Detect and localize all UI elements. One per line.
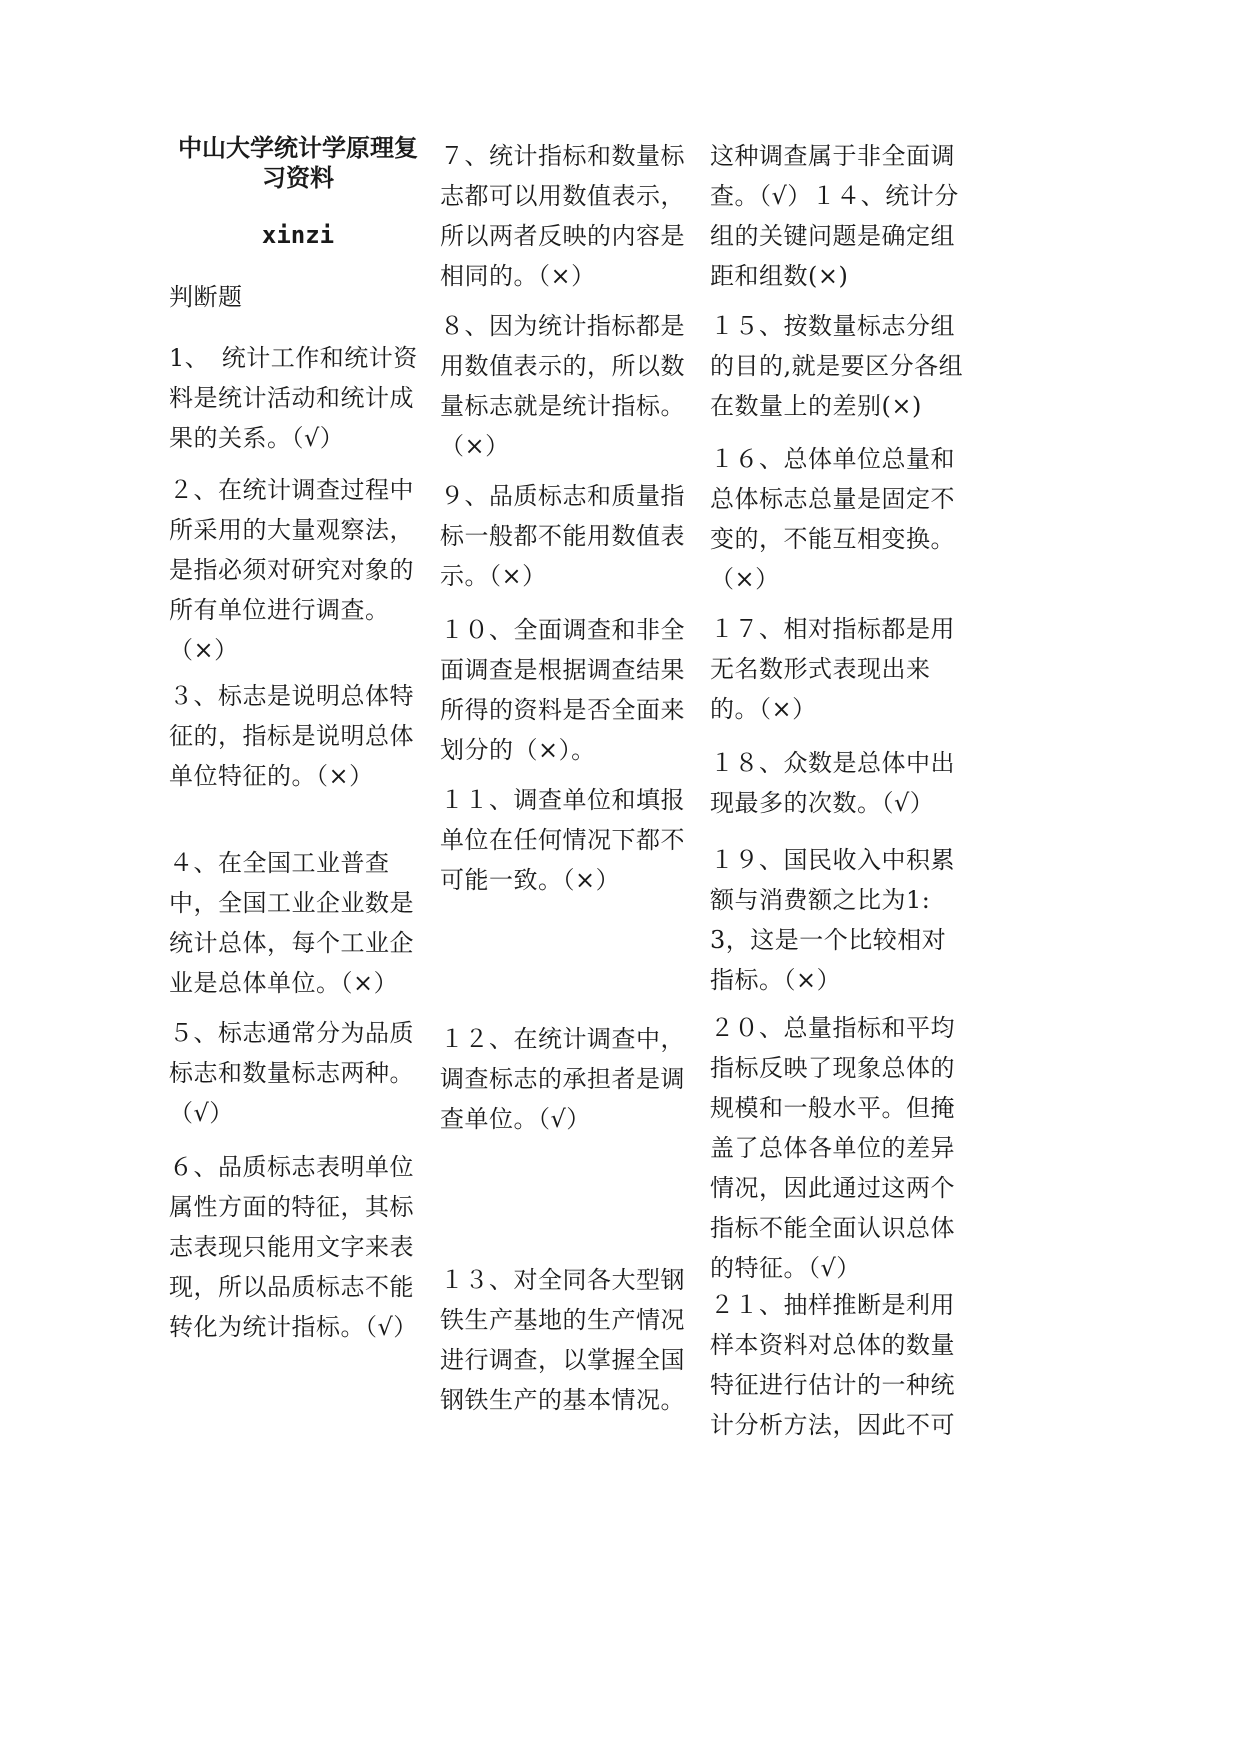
- question-4: ４、在全国工业普查中，全国工业企业数是统计总体，每个工业企业是总体单位。（×）: [169, 849, 414, 997]
- question-16: １６、总体单位总量和总体标志总量是固定不变的，不能互相变换。（×）: [710, 445, 955, 593]
- question-15: １５、按数量标志分组的目的,就是要区分各组在数量上的差别(×): [710, 312, 964, 420]
- question-17: １７、相对指标都是用无名数形式表现出来的。（×）: [710, 615, 955, 723]
- question-2: ２、在统计调查过程中所采用的大量观察法，是指必须对研究对象的所有单位进行调查。（×）: [169, 476, 414, 664]
- question-12: １２、在统计调查中，调查标志的承担者是调查单位。（√）: [440, 1025, 685, 1133]
- question-13-continued: 这种调查属于非全面调查。（√）１４、统计分组的关键问题是确定组距和组数(×): [710, 142, 959, 290]
- question-21: ２１、抽样推断是利用样本资料对总体的数量特征进行估计的一种统计分析方法，因此不可: [710, 1291, 955, 1439]
- question-9: ９、品质标志和质量指标一般都不能用数值表示。（×）: [440, 482, 685, 590]
- question-7: ７、统计指标和数量标志都可以用数值表示，所以两者反映的内容是相同的。（×）: [440, 142, 685, 290]
- question-19: １９、国民收入中积累额与消费额之比为1:3，这是一个比较相对指标。（×）: [710, 846, 955, 994]
- question-18: １８、众数是总体中出现最多的次数。（√）: [710, 749, 955, 817]
- question-5: ５、标志通常分为品质标志和数量标志两种。（√）: [169, 1019, 414, 1127]
- question-20: ２０、总量指标和平均指标反映了现象总体的规模和一般水平。但掩盖了总体各单位的差异情况，因此通过这两个指标不能全面认识总体的特征。（√）: [710, 1014, 955, 1282]
- question-8: ８、因为统计指标都是用数值表示的，所以数量标志就是统计指标。（×）: [440, 312, 685, 460]
- section-heading: 判断题: [169, 283, 243, 311]
- question-6: ６、品质标志表明单位属性方面的特征，其标志表现只能用文字来表现，所以品质标志不能转化为统计指标。（√）: [169, 1153, 418, 1341]
- question-13: １３、对全同各大型钢铁生产基地的生产情况进行调查，以掌握全国钢铁生产的基本情况。: [440, 1266, 685, 1414]
- question-11: １１、调查单位和填报单位在任何情况下都不可能一致。（×）: [440, 786, 685, 894]
- document-author: xinzi: [261, 221, 335, 249]
- question-3: ３、标志是说明总体特征的，指标是说明总体单位特征的。（×）: [169, 682, 414, 790]
- document-title: 中山大学统计学原理复习资料: [178, 134, 418, 192]
- question-10: １０、全面调查和非全面调查是根据调查结果所得的资料是否全面来划分的（×）。: [440, 616, 685, 764]
- question-1: 1、 统计工作和统计资料是统计活动和统计成果的关系。（√）: [169, 344, 418, 452]
